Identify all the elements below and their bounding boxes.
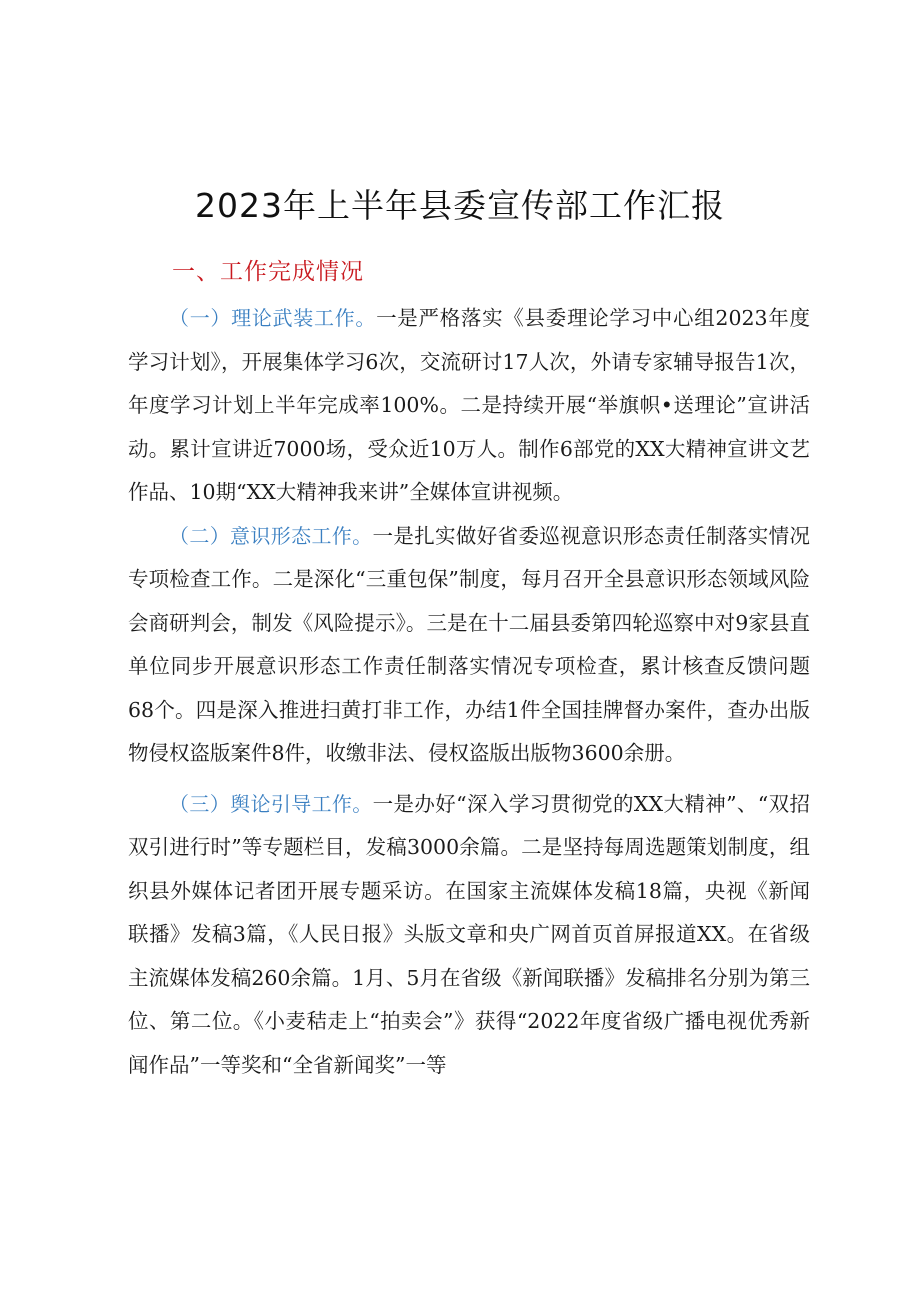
paragraph-text: 一是严格落实《县委理论学习中心组2023年度学习计划》，开展集体学习6次，交流研讨17人次，外请专家辅导报告1次，年度学习计划上半年完成率100%。二是持续开展“举旗帜•送理论”宣讲活动。累计宣讲近7000场，受众近10万人。制作6部党的XX大精神宣讲文艺作品、10期“XX大精神我来讲”全媒体宣讲视频。 [128, 306, 811, 504]
section-heading-work-completion: 一、工作完成情况 [172, 259, 364, 285]
subheading-theory-armament: （一）理论武装工作。 [169, 306, 377, 330]
paragraph-text: 一是办好“深入学习贯彻党的XX大精神”、“双招双引进行时”等专题栏目，发稿3000余篇。二是坚持每周选题策划制度，组织县外媒体记者团开展专题采访。在国家主流媒体发稿18篇，央视《新闻联播》发稿3篇，《人民日报》头版文章和央广网首页首屏报道XX。在省级主流媒体发稿260余篇。1月、5月在省级《新闻联播》发稿排名分别为第三位、第二位。《小麦秸走上“拍卖会”》获得“2022年度省级广播电视优秀新闻作品”一等奖和“全省新闻奖”一等 [128, 791, 810, 1077]
document-body [128, 297, 810, 1087]
paragraph-ideology [128, 515, 810, 776]
document-title: 2023年上半年县委宣传部工作汇报 [195, 186, 725, 225]
paragraph-theory-armament [128, 297, 810, 515]
subheading-public-opinion: （三）舆论引导工作。 [169, 791, 373, 816]
subheading-ideology: （二）意识形态工作。 [169, 523, 373, 548]
paragraph-public-opinion [128, 783, 810, 1088]
paragraph-text: 一是扎实做好省委巡视意识形态责任制落实情况专项检查工作。二是深化“三重包保”制度，每月召开全县意识形态领域风险会商研判会，制发《风险提示》。三是在十二届县委第四轮巡察中对9家县直单位同步开展意识形态工作责任制落实情况专项检查，累计核查反馈问题68个。四是深入推进扫黄打非工作，办结1件全国挂牌督办案件，查办出版物侵权盗版案件8件，收缴非法、侵权盗版出版物3600余册。 [128, 523, 810, 765]
